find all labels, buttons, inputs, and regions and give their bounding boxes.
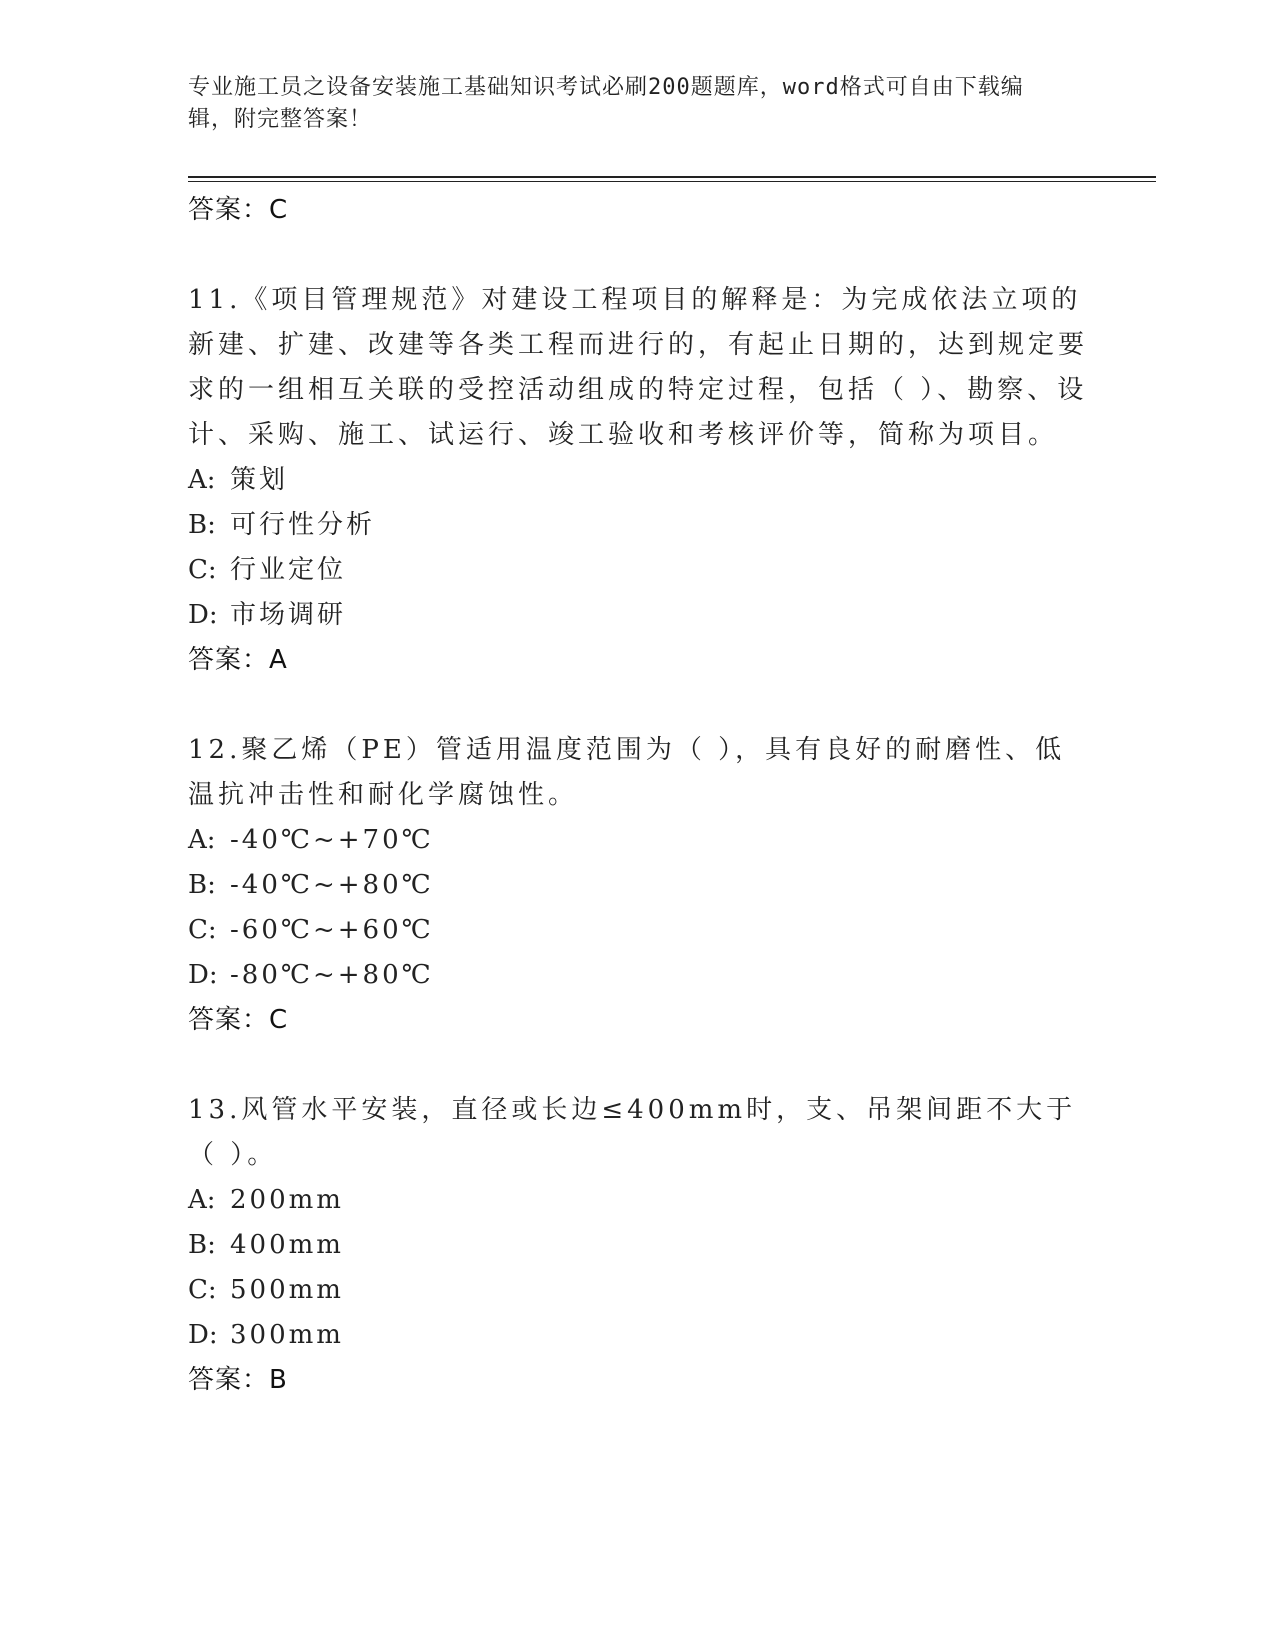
option-b [188,1223,1088,1268]
option-text: 可行性分析 [230,510,376,540]
option-text: 市场调研 [230,600,347,630]
option-list [188,818,1088,998]
question-item [188,278,1088,682]
question-list [188,188,1088,1402]
option-text: 行业定位 [230,555,347,585]
option-a [188,458,1088,503]
answer-line: 答案：C [188,195,289,225]
option-c [188,1268,1088,1313]
header-divider-thin [188,181,1156,182]
option-text: 300mm [230,1320,344,1350]
option-a [188,1178,1088,1223]
option-letter: B: [188,870,216,900]
answer-line: 答案：A [188,645,288,675]
option-letter: B: [188,510,216,540]
option-text: -40℃~+80℃ [230,870,434,900]
question-item [188,1088,1088,1402]
option-letter: C: [188,1275,217,1305]
option-letter: D: [188,960,218,990]
option-text: -60℃~+60℃ [230,915,434,945]
option-d [188,593,1088,638]
option-a [188,818,1088,863]
option-b [188,503,1088,548]
answer-line: 答案：B [188,1365,288,1395]
option-text: 400mm [230,1230,344,1260]
option-letter: D: [188,600,218,630]
option-text: 策划 [230,465,289,495]
option-text: -40℃~+70℃ [230,825,434,855]
option-list [188,458,1088,638]
option-d [188,953,1088,998]
option-c [188,548,1088,593]
question-stem: 13.风管水平安装，直径或长边≤400mm时，支、吊架间距不大于（ ）。 [188,1095,1077,1170]
option-text: -80℃~+80℃ [230,960,434,990]
option-letter: A: [188,465,216,495]
option-letter: C: [188,555,217,585]
option-d [188,1313,1088,1358]
option-letter: A: [188,1185,216,1215]
document-header: 专业施工员之设备安装施工基础知识考试必刷200题题库，word格式可自由下载编辑，附完整答案！ [188,75,1024,132]
option-list [188,1178,1088,1358]
question-stem: 11.《项目管理规范》对建设工程项目的解释是：为完成依法立项的新建、扩建、改建等各类工程而进行的，有起止日期的，达到规定要求的一组相互关联的受控活动组成的特定过程，包括（ ）、勘察、设计、采购、施工、试运行、竣工验收和考核评价等，简称为项目。 [188,285,1089,450]
option-letter: A: [188,825,216,855]
option-letter: B: [188,1230,216,1260]
question-item [188,728,1088,1042]
question-stem: 12.聚乙烯（PE）管适用温度范围为（ ），具有良好的耐磨性、低温抗冲击性和耐化学腐蚀性。 [188,735,1066,810]
option-c [188,908,1088,953]
option-text: 200mm [230,1185,344,1215]
option-letter: D: [188,1320,218,1350]
header-divider [188,176,1156,178]
answer-line: 答案：C [188,1005,289,1035]
option-letter: C: [188,915,217,945]
option-b [188,863,1088,908]
option-text: 500mm [230,1275,344,1305]
